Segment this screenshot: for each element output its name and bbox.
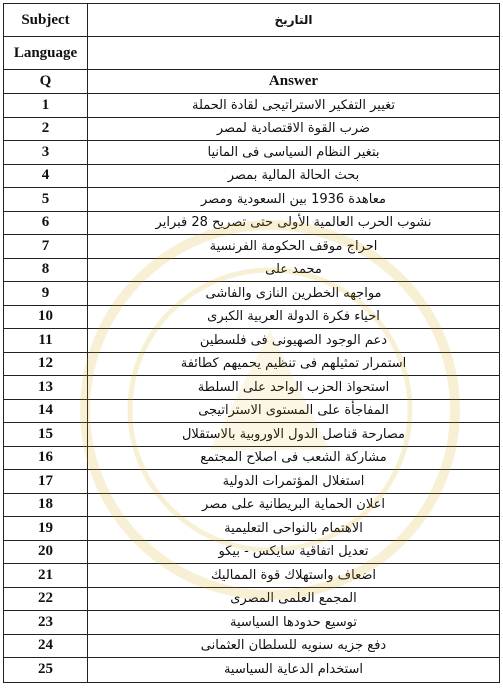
answer-row xyxy=(4,235,499,259)
question-number: 11 xyxy=(4,329,88,352)
answer-cell xyxy=(88,470,499,493)
subject-title: التاريخ xyxy=(274,13,313,27)
answer-cell xyxy=(88,494,499,517)
language-value xyxy=(88,37,499,69)
question-number: 8 xyxy=(4,259,88,282)
answer-cell xyxy=(88,588,499,611)
question-number: 20 xyxy=(4,541,88,564)
answer-text: المجمع العلمى المصرى xyxy=(230,591,357,607)
answer-cell xyxy=(88,423,499,446)
answer-text: دفع جزيه سنويه للسلطان العثمانى xyxy=(200,638,387,654)
answer-text: اعلان الحماية البريطانية على مصر xyxy=(202,497,385,513)
answer-row xyxy=(4,306,499,330)
question-number: 22 xyxy=(4,588,88,611)
answer-text: المفاجأة على المستوى الاستراتيجى xyxy=(198,403,389,419)
answer-row xyxy=(4,611,499,635)
answer-cell xyxy=(88,306,499,329)
answer-rows xyxy=(4,94,499,682)
answer-sheet xyxy=(3,3,500,683)
subject-label: Subject xyxy=(4,4,88,36)
question-number: 4 xyxy=(4,165,88,188)
question-number: 3 xyxy=(4,141,88,164)
answer-cell xyxy=(88,658,499,682)
answer-cell xyxy=(88,541,499,564)
answer-row xyxy=(4,94,499,118)
answer-row xyxy=(4,494,499,518)
answer-text: تعديل اتفاقية سايكس - بيكو xyxy=(218,544,369,560)
answer-cell xyxy=(88,165,499,188)
answer-row xyxy=(4,329,499,353)
answer-row xyxy=(4,635,499,659)
answer-cell xyxy=(88,118,499,141)
answer-cell xyxy=(88,141,499,164)
answer-row xyxy=(4,353,499,377)
answer-cell xyxy=(88,94,499,117)
answer-header-label: Answer xyxy=(268,73,319,89)
answer-row xyxy=(4,188,499,212)
answer-row xyxy=(4,376,499,400)
question-number: 10 xyxy=(4,306,88,329)
answer-cell xyxy=(88,611,499,634)
answer-cell xyxy=(88,188,499,211)
answer-text: بحث الحالة المالية بمصر xyxy=(227,168,360,184)
answer-text: محمد على xyxy=(265,262,322,278)
question-number: 7 xyxy=(4,235,88,258)
answer-text: دعم الوجود الصهيونى فى فلسطين xyxy=(199,332,388,348)
answer-text: استحواذ الحزب الواحد على السلطة xyxy=(197,379,390,395)
answer-row xyxy=(4,517,499,541)
answer-cell xyxy=(88,447,499,470)
answer-row xyxy=(4,282,499,306)
question-number: 19 xyxy=(4,517,88,540)
answer-row xyxy=(4,564,499,588)
answer-text: تغيير التفكير الاستراتيجى لقادة الحملة xyxy=(191,97,396,113)
subject-row xyxy=(4,4,499,37)
subject-value xyxy=(88,4,499,36)
answer-text: اضعاف واستهلاك قوة المماليك xyxy=(210,567,377,583)
question-number: 2 xyxy=(4,118,88,141)
answer-text: استمرار تمثيلهم فى تنظيم يحميهم كطائفة xyxy=(180,356,407,372)
answer-text: بتغير النظام السياسى فى المانيا xyxy=(207,144,380,160)
answer-cell xyxy=(88,517,499,540)
answer-row xyxy=(4,588,499,612)
answer-row xyxy=(4,423,499,447)
question-number: 16 xyxy=(4,447,88,470)
answer-text: ضرب القوة الاقتصادية لمصر xyxy=(216,121,371,137)
question-number: 25 xyxy=(4,658,88,682)
answer-cell xyxy=(88,282,499,305)
question-number: 1 xyxy=(4,94,88,117)
question-number: 15 xyxy=(4,423,88,446)
answer-cell xyxy=(88,376,499,399)
language-row xyxy=(4,37,499,70)
answer-text: استغلال المؤتمرات الدولية xyxy=(222,473,365,489)
answer-text: توسيع حدودها السياسية xyxy=(230,614,357,630)
q-column-header: Q xyxy=(4,70,88,93)
answer-text: مشاركة الشعب فى اصلاح المجتمع xyxy=(200,450,387,466)
question-number: 21 xyxy=(4,564,88,587)
answer-cell xyxy=(88,212,499,235)
column-header-row xyxy=(4,70,499,94)
question-number: 18 xyxy=(4,494,88,517)
answer-row xyxy=(4,165,499,189)
answer-row xyxy=(4,118,499,142)
answer-text: الاهتمام بالنواحى التعليمية xyxy=(224,520,363,536)
answer-text: مصارحة قناصل الدول الاوروبية بالاستقلال xyxy=(181,426,406,442)
question-number: 6 xyxy=(4,212,88,235)
answer-text: نشوب الحرب العالمية الأولى حتى تصريح 28 فبراير xyxy=(155,215,432,231)
answer-cell xyxy=(88,564,499,587)
answer-row xyxy=(4,400,499,424)
answer-text: احياء فكرة الدولة العربية الكبرى xyxy=(207,309,380,325)
answer-text: احراج موقف الحكومة الفرنسية xyxy=(209,238,378,254)
answer-cell xyxy=(88,235,499,258)
question-number: 24 xyxy=(4,635,88,658)
answer-cell xyxy=(88,259,499,282)
answer-row xyxy=(4,141,499,165)
answer-row xyxy=(4,470,499,494)
answer-row xyxy=(4,447,499,471)
answer-cell xyxy=(88,353,499,376)
question-number: 23 xyxy=(4,611,88,634)
answer-row xyxy=(4,658,499,682)
question-number: 12 xyxy=(4,353,88,376)
answer-row xyxy=(4,212,499,236)
answer-text: مواجهه الخطرين النازى والفاشى xyxy=(205,285,382,301)
answer-cell xyxy=(88,635,499,658)
answer-cell xyxy=(88,329,499,352)
question-number: 5 xyxy=(4,188,88,211)
answer-text: معاهدة 1936 بين السعودية ومصر xyxy=(201,191,386,207)
answer-text: استخدام الدعاية السياسية xyxy=(223,662,364,678)
question-number: 17 xyxy=(4,470,88,493)
question-number: 14 xyxy=(4,400,88,423)
question-number: 9 xyxy=(4,282,88,305)
answer-column-header xyxy=(88,70,499,93)
question-number: 13 xyxy=(4,376,88,399)
answer-row xyxy=(4,259,499,283)
answer-cell xyxy=(88,400,499,423)
answer-row xyxy=(4,541,499,565)
language-label: Language xyxy=(4,37,88,69)
